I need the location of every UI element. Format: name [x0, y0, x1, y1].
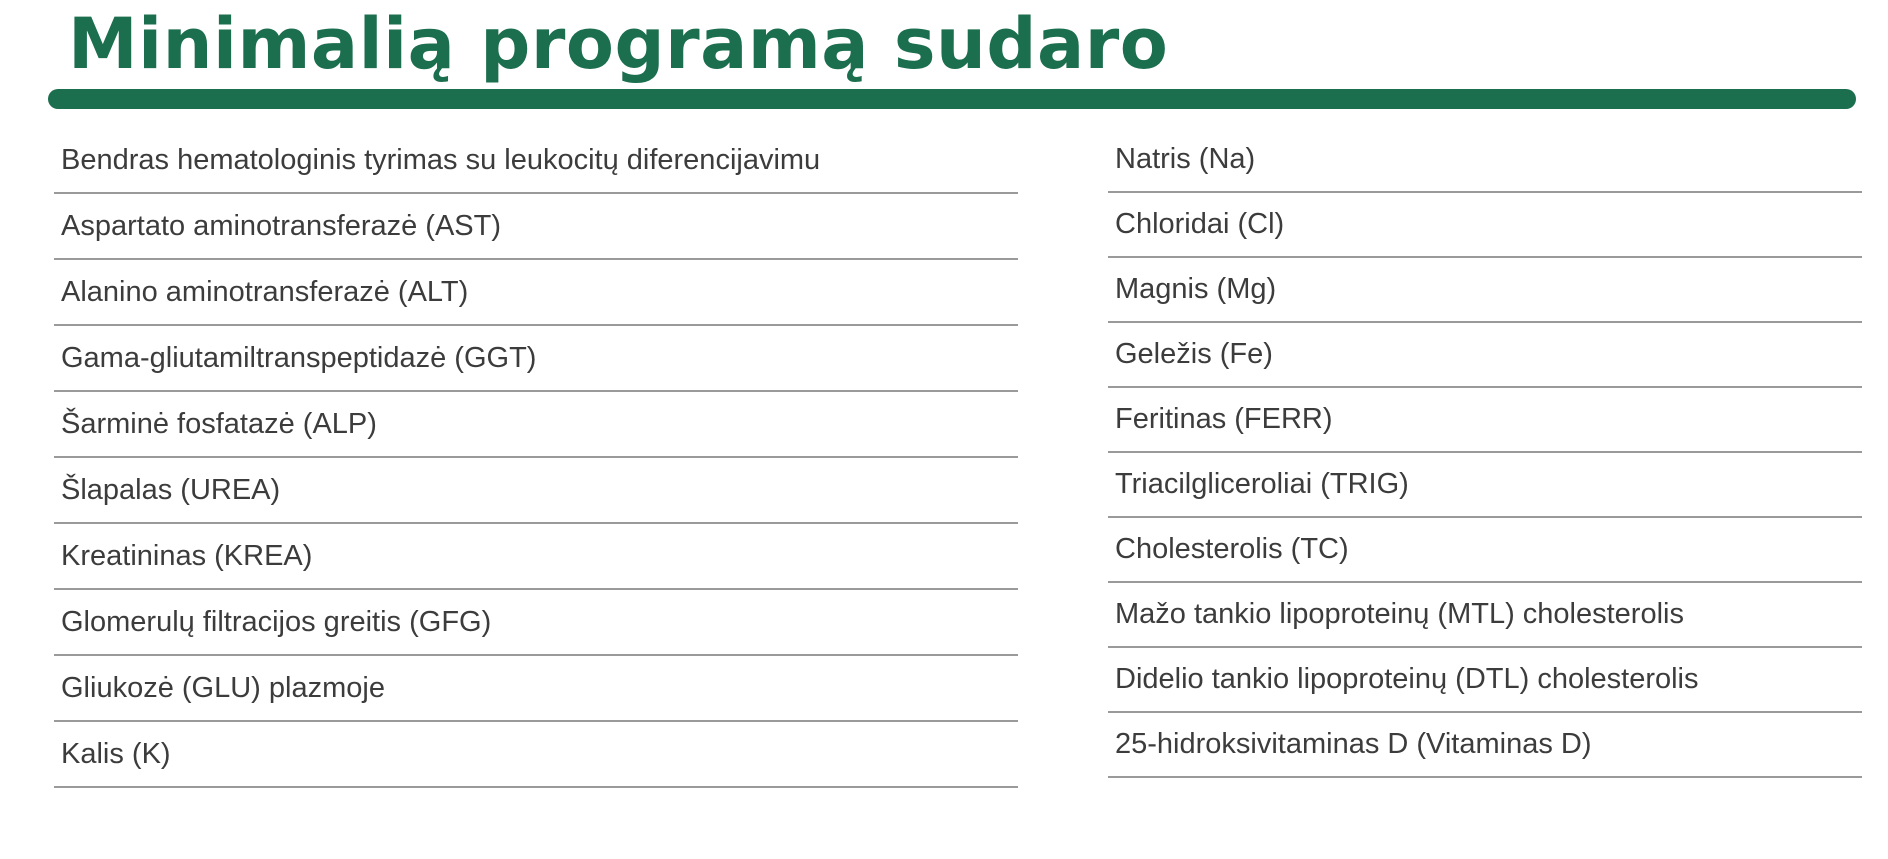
list-item: Feritinas (FERR)	[1108, 388, 1862, 453]
list-item: Magnis (Mg)	[1108, 258, 1862, 323]
list-item: Chloridai (Cl)	[1108, 193, 1862, 258]
list-item: Triacilgliceroliai (TRIG)	[1108, 453, 1862, 518]
page-title: Minimalią programą sudaro	[68, 3, 1169, 85]
list-item: Mažo tankio lipoproteinų (MTL) cholesterolis	[1108, 583, 1862, 648]
list-item: Gama-gliutamiltranspeptidazė (GGT)	[54, 326, 1018, 392]
test-list-right	[1108, 128, 1862, 778]
list-item: Aspartato aminotransferazė (AST)	[54, 194, 1018, 260]
list-item: Didelio tankio lipoproteinų (DTL) cholesterolis	[1108, 648, 1862, 713]
list-item: Kreatininas (KREA)	[54, 524, 1018, 590]
list-item: Šarminė fosfatazė (ALP)	[54, 392, 1018, 458]
list-item: Kalis (K)	[54, 722, 1018, 788]
list-item: Natris (Na)	[1108, 128, 1862, 193]
list-item: Bendras hematologinis tyrimas su leukocitų diferencijavimu	[54, 128, 1018, 194]
list-item: 25-hidroksivitaminas D (Vitaminas D)	[1108, 713, 1862, 778]
list-item: Glomerulų filtracijos greitis (GFG)	[54, 590, 1018, 656]
list-item: Geležis (Fe)	[1108, 323, 1862, 388]
test-list-left	[54, 128, 1018, 788]
list-item: Cholesterolis (TC)	[1108, 518, 1862, 583]
list-item: Gliukozė (GLU) plazmoje	[54, 656, 1018, 722]
list-item: Alanino aminotransferazė (ALT)	[54, 260, 1018, 326]
title-underline	[48, 89, 1856, 109]
list-item: Šlapalas (UREA)	[54, 458, 1018, 524]
